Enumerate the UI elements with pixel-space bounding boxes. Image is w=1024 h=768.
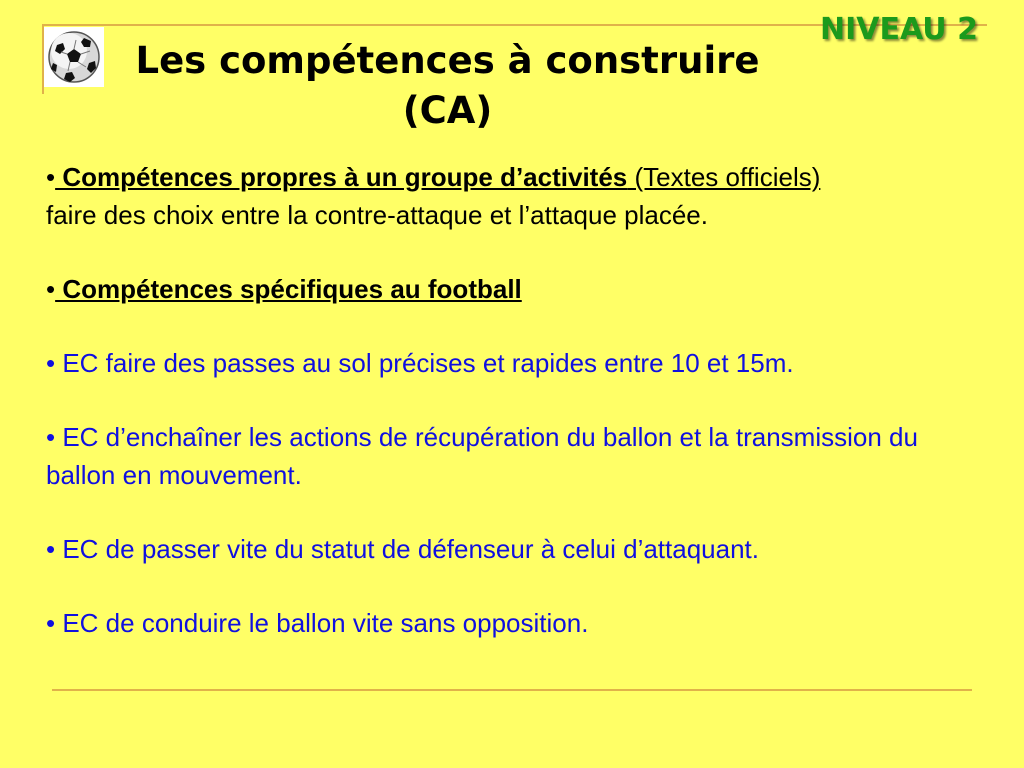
title-line-1: Les compétences à construire bbox=[135, 39, 760, 82]
competence-item-4 bbox=[46, 604, 946, 642]
competence-text: EC d’enchaîner les actions de récupération du ballon et la transmission du ballon en mouvement. bbox=[46, 422, 918, 490]
group-source-note: (Textes officiels) bbox=[627, 162, 821, 192]
competence-item-2 bbox=[46, 418, 946, 494]
bullet: • bbox=[46, 162, 56, 192]
competence-text: EC de passer vite du statut de défenseur à celui d’attaquant. bbox=[55, 534, 760, 564]
football-heading: Compétences spécifiques au football bbox=[55, 274, 522, 304]
bullet: • bbox=[46, 422, 56, 452]
group-heading-line bbox=[46, 158, 946, 196]
level-badge: NIVEAU 2 bbox=[820, 12, 978, 47]
page-title bbox=[100, 36, 795, 136]
competence-text: EC de conduire le ballon vite sans opposition. bbox=[55, 608, 589, 638]
bullet: • bbox=[46, 534, 56, 564]
group-heading bbox=[55, 162, 820, 192]
competence-item-1 bbox=[46, 344, 946, 382]
bullet: • bbox=[46, 274, 56, 304]
bullet: • bbox=[46, 348, 56, 378]
bullet: • bbox=[46, 608, 56, 638]
content bbox=[46, 158, 946, 642]
competence-item-3 bbox=[46, 530, 946, 568]
group-body: faire des choix entre la contre-attaque et l’attaque placée. bbox=[46, 200, 708, 230]
bottom-rule bbox=[52, 689, 972, 691]
soccer-ball-icon bbox=[44, 27, 104, 87]
football-heading-line bbox=[46, 270, 946, 308]
group-heading-text: Compétences propres à un groupe d’activités bbox=[55, 162, 628, 192]
competence-text: EC faire des passes au sol précises et rapides entre 10 et 15m. bbox=[55, 348, 794, 378]
title-line-2: (CA) bbox=[402, 89, 493, 132]
